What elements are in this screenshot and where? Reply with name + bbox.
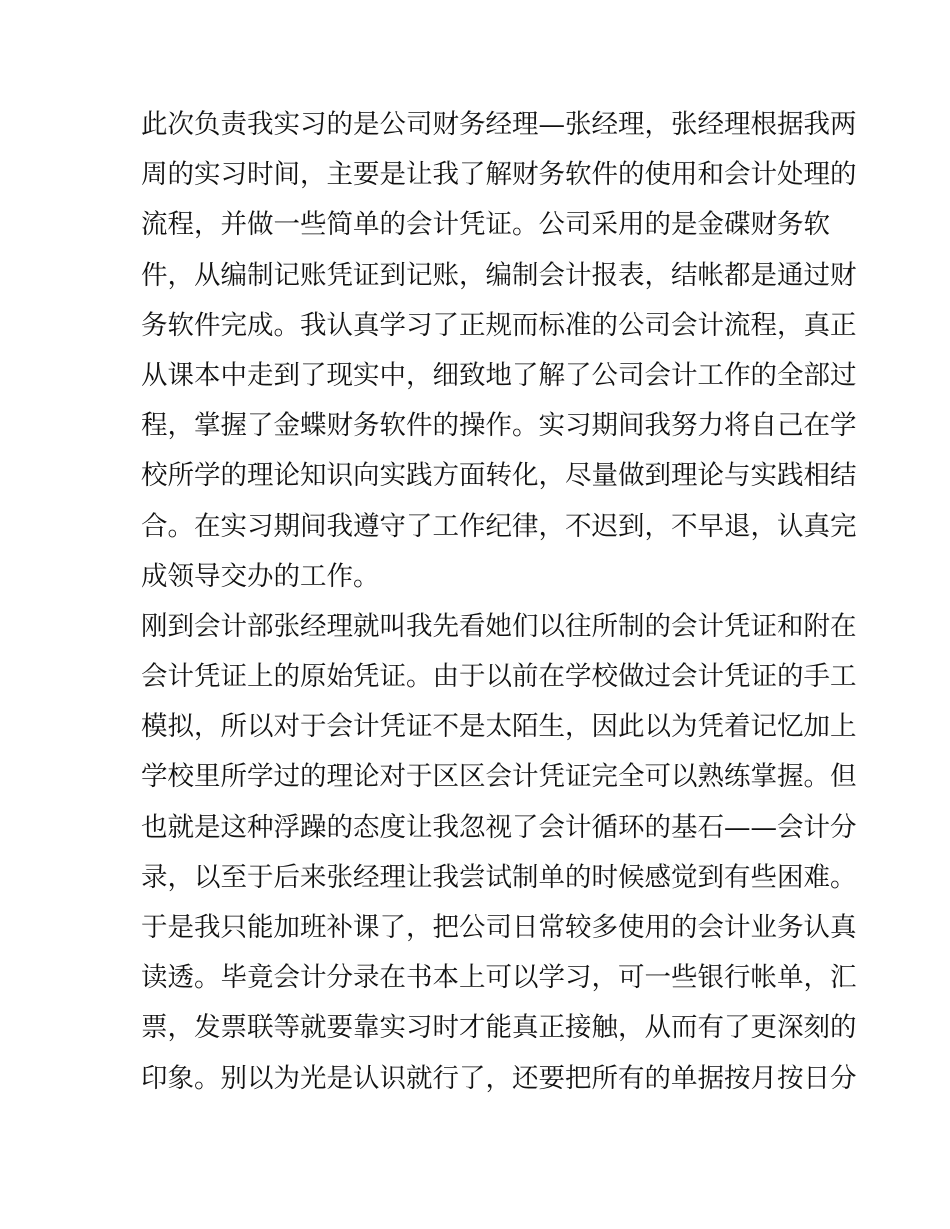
text-line: 也就是这种浮躁的态度让我忽视了会计循环的基石——会计分	[141, 811, 857, 843]
text-line: 此次负责我实习的是公司财务经理—张经理，张经理根据我两	[141, 109, 857, 140]
text-line: 件，从编制记账凭证到记账，编制会计报表，结帐都是通过财	[141, 259, 857, 291]
text-line: 校所学的理论知识向实践方面转化，尽量做到理论与实践相结	[141, 460, 857, 492]
text-line: 学校里所学过的理论对于区区会计凭证完全可以熟练掌握。但	[141, 761, 857, 793]
text-line: 合。在实习期间我遵守了工作纪律，不迟到，不早退，认真完	[141, 510, 857, 542]
text-line: 程，掌握了金蝶财务软件的操作。实习期间我努力将自己在学	[141, 410, 857, 442]
text-line: 周的实习时间，主要是让我了解财务软件的使用和会计处理的	[141, 159, 857, 191]
paragraph-2	[141, 602, 857, 1104]
text-line: 模拟，所以对于会计凭证不是太陌生，因此以为凭着记忆加上	[141, 711, 857, 743]
text-line: 录，以至于后来张经理让我尝试制单的时候感觉到有些困难。	[141, 861, 857, 893]
text-line: 流程，并做一些简单的会计凭证。公司采用的是金碟财务软	[141, 209, 830, 241]
text-line: 读透。毕竟会计分录在书本上可以学习，可一些银行帐单，汇	[141, 962, 857, 994]
text-line: 印象。别以为光是认识就行了，还要把所有的单据按月按日分	[141, 1062, 857, 1094]
body-text	[141, 100, 857, 1104]
text-line: 票，发票联等就要靠实习时才能真正接触，从而有了更深刻的	[141, 1012, 857, 1044]
text-line: 刚到会计部张经理就叫我先看她们以往所制的会计凭证和附在	[141, 610, 857, 642]
paragraph-1	[141, 100, 857, 602]
text-line: 成领导交办的工作。	[141, 560, 380, 592]
text-line: 会计凭证上的原始凭证。由于以前在学校做过会计凭证的手工	[141, 661, 857, 693]
text-line: 于是我只能加班补课了，把公司日常较多使用的会计业务认真	[141, 912, 857, 943]
text-line: 务软件完成。我认真学习了正规而标准的公司会计流程，真正	[141, 309, 857, 341]
text-line: 从课本中走到了现实中，细致地了解了公司会计工作的全部过	[141, 359, 857, 391]
